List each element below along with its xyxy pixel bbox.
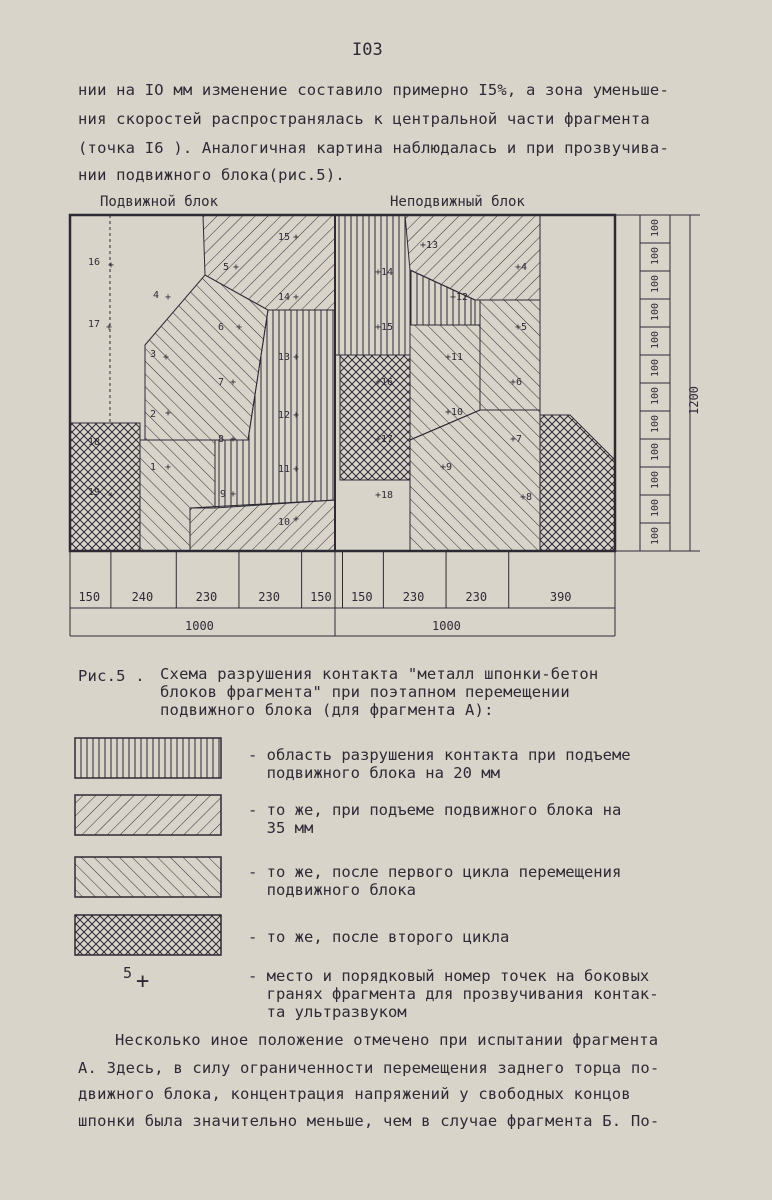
page-number: I03 — [352, 40, 383, 60]
svg-text:19: 19 — [88, 487, 101, 498]
svg-text:+: + — [293, 410, 300, 421]
svg-text:10: 10 — [278, 517, 291, 528]
caption-line: блоков фрагмента" при поэтапном перемещении — [160, 683, 570, 701]
svg-text:+: + — [293, 232, 300, 243]
bottom-dim-label: 230 — [402, 590, 425, 604]
bottom-dim-label: 150 — [310, 590, 332, 604]
svg-text:6: 6 — [218, 322, 225, 333]
right-dim-label: 100 — [650, 470, 661, 489]
svg-text:+: + — [165, 462, 172, 473]
legend-point-plus-icon: + — [136, 969, 150, 994]
legend-swatch-diag-right — [75, 795, 221, 835]
svg-text:+15: +15 — [375, 322, 394, 333]
caption-label: Рис.5 . — [78, 667, 145, 685]
outro-line: Несколько иное положение отмечено при испытании фрагмента — [115, 1031, 659, 1049]
svg-text:11: 11 — [278, 464, 291, 475]
legend-swatch-cross — [75, 915, 221, 955]
svg-text:+13: +13 — [420, 240, 439, 251]
right-dim-label: 100 — [650, 330, 661, 349]
svg-text:+4: +4 — [515, 262, 528, 273]
right-dim-label: 100 — [650, 274, 661, 293]
svg-text:1: 1 — [150, 462, 157, 473]
svg-text:13: 13 — [278, 352, 291, 363]
svg-text:+: + — [233, 262, 240, 273]
svg-text:+: + — [106, 322, 113, 333]
legend-point-number: 5 — [123, 964, 133, 982]
legend-text-cross: - то же, после второго цикла — [248, 928, 510, 946]
outro-line: шпонки была значительно меньше, чем в случае фрагмента Б. По- — [78, 1112, 660, 1130]
svg-text:+6: +6 — [510, 377, 523, 388]
svg-text:9: 9 — [220, 489, 227, 500]
svg-text:+: + — [293, 514, 300, 525]
label-fixed-block: Неподвижный блок — [390, 194, 525, 210]
total-height-label: 1200 — [687, 386, 701, 415]
svg-text:+11: +11 — [445, 352, 464, 363]
svg-text:+10: +10 — [445, 407, 464, 418]
svg-text:+: + — [293, 464, 300, 475]
bottom-dim-label: 230 — [195, 590, 218, 604]
svg-text:+: + — [293, 292, 300, 303]
svg-text:+17: +17 — [375, 434, 394, 445]
svg-text:+14: +14 — [375, 267, 394, 278]
caption-line: Схема разрушения контакта "металл шпонки-бетон — [160, 665, 599, 683]
bottom-dim-label: 150 — [78, 590, 101, 604]
svg-text:4: 4 — [153, 290, 160, 301]
right-dim-label: 100 — [650, 246, 661, 265]
svg-text:+: + — [108, 490, 115, 501]
svg-text:+: + — [293, 352, 300, 363]
legend-swatch-vertical — [75, 738, 221, 778]
svg-text:12: 12 — [278, 410, 291, 421]
bottom-dim-label: 390 — [549, 590, 572, 604]
total-right-label: 1000 — [432, 619, 461, 633]
bottom-dim-label: 230 — [465, 590, 488, 604]
right-dim-label: 100 — [650, 302, 661, 321]
svg-text:3: 3 — [150, 349, 157, 360]
svg-text:7: 7 — [218, 377, 225, 388]
svg-text:+: + — [163, 352, 170, 363]
legend-text-diag-right: - то же, при подъеме подвижного блока на 35 мм — [248, 801, 622, 837]
svg-text:+9: +9 — [440, 462, 453, 473]
legend-text-diag-left: - то же, после первого цикла перемещения подвижного блока — [248, 863, 622, 899]
svg-text:+: + — [236, 322, 243, 333]
svg-text:+: + — [230, 434, 237, 445]
svg-text:+: + — [108, 260, 115, 271]
svg-text:+: + — [165, 292, 172, 303]
svg-text:+18: +18 — [375, 490, 394, 501]
right-dim-label: 100 — [650, 218, 661, 237]
legend-text-point: - место и порядковый номер точек на боковых гранях фрагмента для прозвучивания контак- та ультразвуком — [248, 967, 659, 1021]
svg-text:+8: +8 — [520, 492, 533, 503]
right-dim-label: 100 — [650, 386, 661, 405]
svg-text:14: 14 — [278, 292, 291, 303]
right-dim-label: 100 — [650, 526, 661, 545]
legend-text-vertical: - область разрушения контакта при подъеме подвижного блока на 20 мм — [248, 746, 631, 782]
right-dim-label: 100 — [650, 442, 661, 461]
right-dim-label: 100 — [650, 498, 661, 517]
svg-text:+5: +5 — [515, 322, 528, 333]
svg-text:+: + — [165, 408, 172, 419]
bottom-dim-label: 150 — [350, 590, 373, 604]
intro-line: нии на IO мм изменение составило примерно I5%, а зона уменьше- — [78, 81, 669, 99]
svg-text:18: 18 — [88, 437, 101, 448]
right-dim-label: 100 — [650, 414, 661, 433]
svg-text:+12: +12 — [450, 292, 469, 303]
intro-line: ния скоростей распространялась к центральной части фрагмента — [78, 110, 650, 128]
right-dim-label: 100 — [650, 358, 661, 377]
svg-text:+16: +16 — [375, 377, 394, 388]
svg-text:16: 16 — [88, 257, 101, 268]
bottom-dim-label: 240 — [131, 590, 154, 604]
svg-text:+: + — [230, 377, 237, 388]
outro-line: А. Здесь, в силу ограниченности перемещения заднего торца по- — [78, 1059, 660, 1077]
svg-text:8: 8 — [218, 434, 225, 445]
svg-text:5: 5 — [223, 262, 230, 273]
label-moving-block: Подвижной блок — [100, 194, 219, 210]
bottom-dim-label: 230 — [258, 590, 280, 604]
svg-text:+7: +7 — [510, 434, 523, 445]
legend-swatch-diag-left — [75, 857, 221, 897]
intro-line: (точка I6 ). Аналогичная картина наблюдалась и при прозвучива- — [78, 139, 669, 157]
outro-line: движного блока, концентрация напряжений у свободных концов — [78, 1085, 631, 1103]
svg-text:17: 17 — [88, 319, 101, 330]
svg-text:2: 2 — [150, 409, 157, 420]
svg-text:15: 15 — [278, 232, 291, 243]
total-left-label: 1000 — [185, 619, 214, 633]
intro-line: нии подвижного блока(рис.5). — [78, 166, 345, 184]
caption-line: подвижного блока (для фрагмента А): — [160, 701, 494, 719]
svg-text:+: + — [230, 489, 237, 500]
